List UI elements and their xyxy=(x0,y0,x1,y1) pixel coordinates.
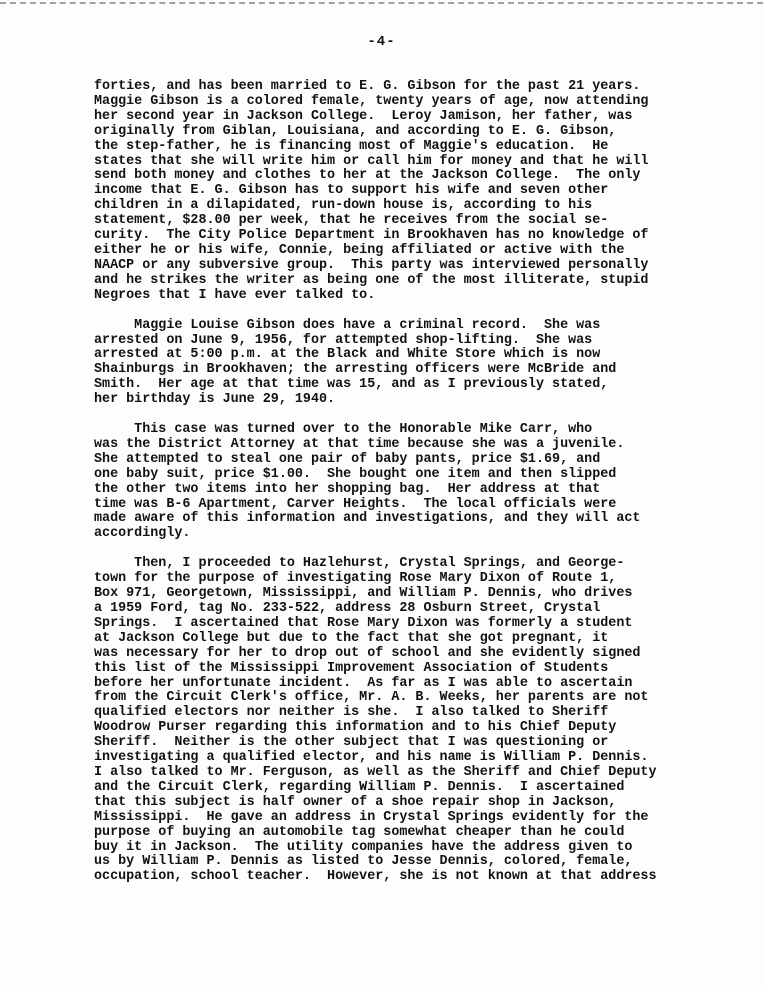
text-line: Springs. I ascertained that Rose Mary Dixon was formerly a student xyxy=(94,615,633,631)
text-line: income that E. G. Gibson has to support his wife and seven other xyxy=(94,183,609,199)
text-line: forties, and has been married to E. G. Gibson for the past 21 years. xyxy=(94,79,641,94)
text-line: at Jackson College but due to the fact that she got pregnant, it xyxy=(94,630,609,646)
paragraph-case-turnover xyxy=(94,423,718,542)
text-line: and he strikes the writer as being one of the most illiterate, stupid xyxy=(94,272,649,288)
text-line: Woodrow Purser regarding this information and to his Chief Deputy xyxy=(94,720,617,736)
text-line: a 1959 Ford, tag No. 233-522, address 28 Osburn Street, Crystal xyxy=(94,601,601,616)
text-line: qualified electors nor neither is she. I also talked to Sheriff xyxy=(94,705,609,721)
text-line: Mississippi. He gave an address in Crystal Springs evidently for the xyxy=(94,809,649,825)
text-line: was the District Attorney at that time because she was a juvenile. xyxy=(94,436,625,452)
text-line: This case was turned over to the Honorable Mike Carr, who xyxy=(94,422,593,438)
text-line: purpose of buying an automobile tag somewhat cheaper than he could xyxy=(94,824,625,840)
paragraph-hazlehurst-investigation xyxy=(94,557,718,885)
text-line: children in a dilapidated, run-down house is, according to his xyxy=(94,198,593,214)
document-body xyxy=(94,80,718,900)
text-line: She attempted to steal one pair of baby pants, price $1.69, and xyxy=(94,451,601,467)
text-line: from the Circuit Clerk's office, Mr. A. B. Weeks, her parents are not xyxy=(94,690,649,706)
text-line: Maggie Louise Gibson does have a criminal record. She was xyxy=(94,317,601,333)
paragraph-criminal-record xyxy=(94,319,718,408)
text-line: her second year in Jackson College. Leroy Jamison, her father, was xyxy=(94,108,633,124)
text-line: arrested at 5:00 p.m. at the Black and White Store which is now xyxy=(94,347,601,363)
text-line: us by William P. Dennis as listed to Jesse Dennis, colored, female, xyxy=(94,854,633,870)
text-line: statement, $28.00 per week, that he receives from the social se- xyxy=(94,213,609,229)
paragraph-gibson-family xyxy=(94,80,718,304)
text-line: before her unfortunate incident. As far as I was able to ascertain xyxy=(94,675,633,691)
text-line: arrested on June 9, 1956, for attempted shop-lifting. She was xyxy=(94,332,593,348)
text-line: Box 971, Georgetown, Mississippi, and William P. Dennis, who drives xyxy=(94,586,633,602)
page-number: -4- xyxy=(367,34,396,50)
text-line: time was B-6 Apartment, Carver Heights. The local officials were xyxy=(94,496,617,512)
text-line: her birthday is June 29, 1940. xyxy=(94,392,336,408)
text-line: Shainburgs in Brookhaven; the arresting officers were McBride and xyxy=(94,362,617,378)
text-line: accordingly. xyxy=(94,526,191,542)
text-line: Smith. Her age at that time was 15, and as I previously stated, xyxy=(94,377,609,393)
text-line: either he or his wife, Connie, being affiliated or active with the xyxy=(94,242,625,258)
text-line: curity. The City Police Department in Brookhaven has no knowledge of xyxy=(94,228,649,244)
text-line: investigating a qualified elector, and his name is William P. Dennis. xyxy=(94,750,649,766)
text-line: Then, I proceeded to Hazlehurst, Crystal Springs, and George- xyxy=(94,556,625,572)
page-top-border xyxy=(0,2,763,4)
text-line: states that she will write him or call him for money and that he will xyxy=(94,153,649,169)
text-line: buy it in Jackson. The utility companies have the address given to xyxy=(94,839,633,855)
text-line: made aware of this information and investigations, and they will act xyxy=(94,511,641,527)
text-line: this list of the Mississippi Improvement Association of Students xyxy=(94,660,609,676)
text-line: and the Circuit Clerk, regarding William P. Dennis. I ascertained xyxy=(94,779,625,795)
text-line: town for the purpose of investigating Rose Mary Dixon of Route 1, xyxy=(94,571,617,587)
text-line: that this subject is half owner of a shoe repair shop in Jackson, xyxy=(94,794,617,810)
text-line: Negroes that I have ever talked to. xyxy=(94,287,376,303)
text-line: originally from Giblan, Louisiana, and according to E. G. Gibson, xyxy=(94,123,617,139)
text-line: NAACP or any subversive group. This party was interviewed personally xyxy=(94,257,649,273)
text-line: one baby suit, price $1.00. She bought one item and then slipped xyxy=(94,466,617,482)
text-line: Maggie Gibson is a colored female, twenty years of age, now attending xyxy=(94,93,649,109)
text-line: send both money and clothes to her at the Jackson College. The only xyxy=(94,168,641,184)
text-line: the other two items into her shopping bag. Her address at that xyxy=(94,481,601,497)
text-line: occupation, school teacher. However, she is not known at that address xyxy=(94,869,657,885)
text-line: I also talked to Mr. Ferguson, as well as the Sheriff and Chief Deputy xyxy=(94,764,657,780)
text-line: Sheriff. Neither is the other subject that I was questioning or xyxy=(94,735,609,751)
text-line: was necessary for her to drop out of school and she evidently signed xyxy=(94,645,641,661)
text-line: the step-father, he is financing most of Maggie's education. He xyxy=(94,138,609,154)
